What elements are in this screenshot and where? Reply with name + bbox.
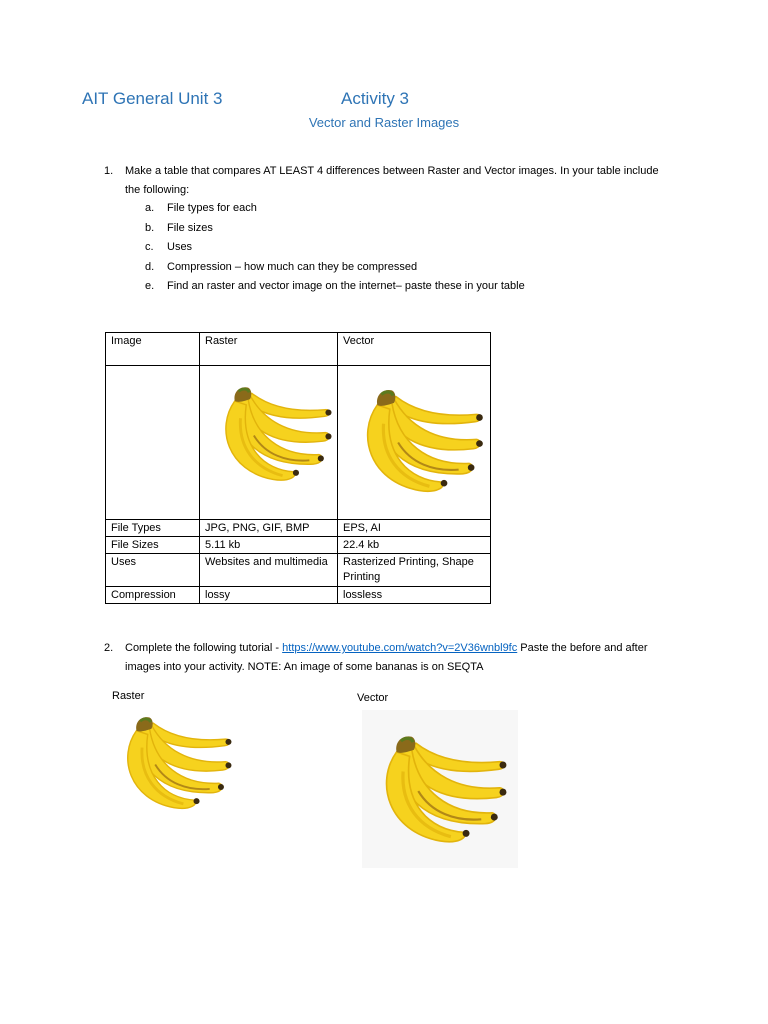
table-cell: Uses	[106, 554, 200, 587]
table-header-image: Image	[106, 333, 200, 366]
banana-bunch-icon	[108, 710, 240, 818]
list-item	[145, 199, 645, 219]
document-subtitle: Vector and Raster Images	[308, 115, 460, 130]
list-item	[145, 238, 645, 258]
list-item-letter: c.	[145, 241, 154, 253]
banana-tip	[463, 830, 470, 837]
list-item-letter: e.	[145, 280, 155, 292]
table-header-vector: Vector	[338, 333, 491, 366]
banana-tip	[325, 433, 331, 439]
table-image-cell-vector	[338, 366, 491, 520]
tutorial-link[interactable]: https://www.youtube.com/watch?v=2V36wnbl9fc	[282, 642, 518, 654]
banana-tip	[476, 440, 483, 447]
banana-tip	[225, 739, 231, 745]
question-2-text-after: Paste the before and after images into your activity. NOTE: An image of some bananas is on SEQTA	[125, 642, 648, 673]
table-cell: JPG, PNG, GIF, BMP	[200, 520, 338, 537]
banana-tip	[476, 414, 483, 421]
table-header-row	[106, 333, 491, 366]
banana-tip	[491, 814, 498, 821]
table-cell: File Sizes	[106, 537, 200, 554]
banana-tip	[499, 762, 506, 769]
table-cell: Compression	[106, 587, 200, 604]
list-item-letter: d.	[145, 260, 155, 273]
list-item	[145, 277, 645, 297]
question-2-number: 2.	[104, 642, 114, 654]
list-item-text: File types for each	[167, 202, 257, 214]
table-cell: lossy	[200, 587, 338, 604]
list-item	[145, 219, 645, 239]
document-title: AIT General Unit 3	[82, 89, 223, 108]
list-item-text: File sizes	[167, 221, 213, 234]
list-item-letter: a.	[145, 202, 155, 214]
table-cell: 5.11 kb	[200, 537, 338, 554]
table-cell: File Types	[106, 520, 200, 537]
vector-label: Vector	[357, 692, 389, 704]
table-header-raster: Raster	[200, 333, 338, 366]
banana-tip	[499, 789, 506, 796]
table-cell: EPS, AI	[338, 520, 491, 537]
table-row	[106, 520, 491, 537]
list-item-text: Uses	[167, 241, 193, 253]
banana-tip	[441, 480, 448, 487]
list-item-letter: b.	[145, 221, 155, 234]
banana-bunch-icon	[346, 382, 491, 502]
banana-bunch-icon	[362, 710, 518, 868]
table-cell: lossless	[338, 587, 491, 604]
list-item-text: Compression – how much can they be compressed	[167, 260, 418, 273]
table-image-row	[106, 366, 491, 520]
question-2-text	[125, 639, 675, 677]
table-cell: Websites and multimedia	[200, 554, 338, 587]
banana-tip	[293, 470, 299, 476]
list-item	[145, 258, 645, 278]
banana-tip	[194, 798, 200, 804]
banana-bunch-icon	[206, 380, 338, 490]
question-1-text: Make a table that compares AT LEAST 4 differences between Raster and Vector images. In your table include the following:	[125, 165, 659, 196]
table-row	[106, 587, 491, 604]
banana-tip	[218, 784, 224, 790]
table-cell: Rasterized Printing, Shape Printing	[338, 554, 491, 587]
activity-title: Activity 3	[341, 89, 410, 108]
table-row	[106, 537, 491, 554]
banana-tip	[225, 762, 231, 768]
comparison-table	[105, 332, 491, 604]
raster-label: Raster	[112, 690, 145, 702]
table-image-cell-raster	[200, 366, 338, 520]
banana-tip	[468, 464, 475, 471]
question-1-sublist	[145, 199, 645, 297]
table-cell: 22.4 kb	[338, 537, 491, 554]
question-1-number: 1.	[104, 165, 114, 177]
table-row	[106, 554, 491, 587]
banana-tip	[325, 409, 331, 415]
list-item-text: Find an raster and vector image on the internet– paste these in your table	[167, 280, 525, 292]
table-image-cell-empty	[106, 366, 200, 520]
question-2-text-before: Complete the following tutorial -	[125, 642, 283, 654]
banana-tip	[318, 455, 324, 461]
